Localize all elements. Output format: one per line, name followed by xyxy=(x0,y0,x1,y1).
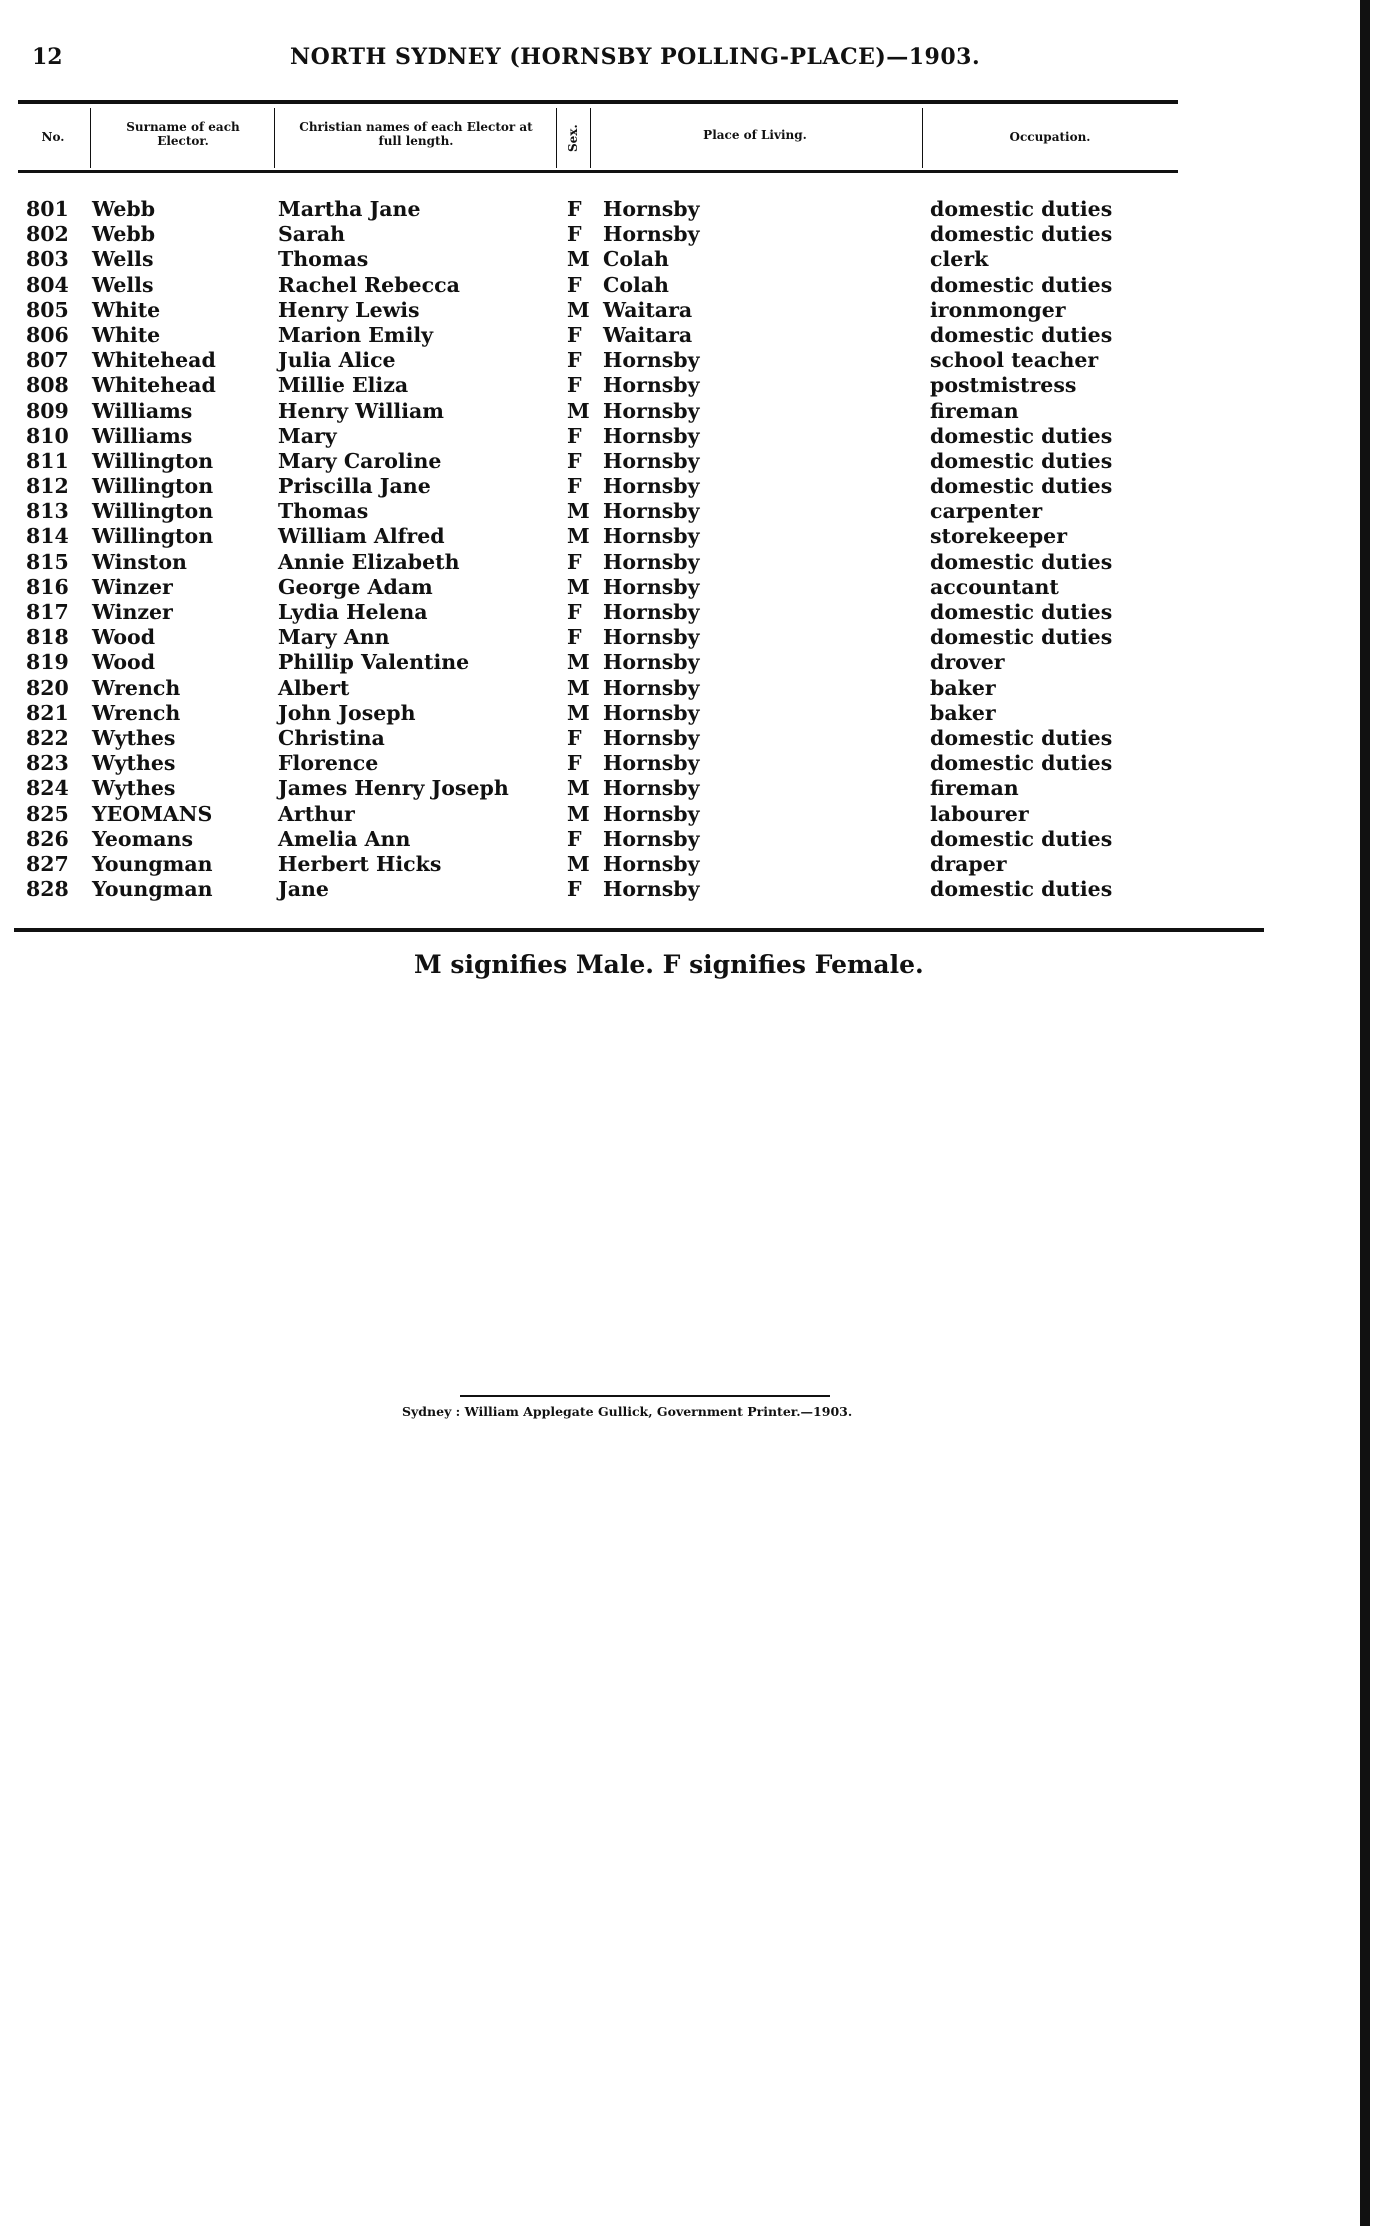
cell-christian: Rachel Rebecca xyxy=(278,272,460,297)
printer-rule xyxy=(460,1395,830,1397)
cell-surname: White xyxy=(92,322,161,347)
cell-sex: F xyxy=(567,222,582,247)
cell-place: Hornsby xyxy=(603,448,700,473)
cell-place: Hornsby xyxy=(603,650,700,675)
cell-christian: Marion Emily xyxy=(278,322,434,347)
cell-place: Colah xyxy=(603,272,669,297)
cell-christian: Herbert Hicks xyxy=(278,851,442,876)
table-row xyxy=(0,524,1300,549)
cell-no: 814 xyxy=(26,524,69,549)
cell-place: Waitara xyxy=(603,297,693,322)
table-top-rule xyxy=(18,100,1178,104)
cell-sex: F xyxy=(567,272,582,297)
cell-occupation: domestic duties xyxy=(930,448,1113,473)
column-divider xyxy=(590,108,591,168)
cell-sex: F xyxy=(567,448,582,473)
cell-surname: Wood xyxy=(92,625,156,650)
cell-occupation: domestic duties xyxy=(930,423,1113,448)
table-row xyxy=(0,625,1300,650)
cell-christian: Florence xyxy=(278,751,379,776)
table-row xyxy=(0,751,1300,776)
cell-place: Hornsby xyxy=(603,549,700,574)
cell-christian: Mary xyxy=(278,423,337,448)
cell-christian: Martha Jane xyxy=(278,197,421,221)
cell-occupation: draper xyxy=(930,851,1007,876)
sex-legend: M signifies Male. F signifies Female. xyxy=(414,950,924,979)
table-row xyxy=(0,650,1300,675)
header-occupation: Occupation. xyxy=(1009,130,1091,144)
cell-christian: Lydia Helena xyxy=(278,600,428,624)
table-row xyxy=(0,726,1300,751)
cell-place: Hornsby xyxy=(603,423,700,448)
cell-sex: F xyxy=(567,474,582,499)
cell-sex: M xyxy=(567,574,590,599)
cell-occupation: domestic duties xyxy=(930,877,1113,902)
table-row xyxy=(0,852,1300,877)
cell-place: Hornsby xyxy=(603,725,700,750)
cell-occupation: carpenter xyxy=(930,499,1043,524)
cell-place: Hornsby xyxy=(603,398,700,423)
cell-sex: M xyxy=(567,851,590,876)
cell-occupation: drover xyxy=(930,650,1005,675)
cell-no: 807 xyxy=(26,348,69,373)
table-row xyxy=(0,323,1300,348)
cell-surname: Wells xyxy=(92,247,154,272)
cell-surname: YEOMANS xyxy=(92,801,213,826)
cell-occupation: domestic duties xyxy=(930,222,1113,247)
table-row xyxy=(0,877,1300,902)
cell-no: 816 xyxy=(26,574,69,599)
cell-occupation: domestic duties xyxy=(930,197,1113,221)
cell-place: Hornsby xyxy=(603,877,700,902)
cell-surname: Willington xyxy=(92,448,214,473)
header-place-of-living: Place of Living. xyxy=(703,128,807,142)
cell-no: 813 xyxy=(26,499,69,524)
cell-surname: Willington xyxy=(92,474,214,499)
cell-sex: M xyxy=(567,650,590,675)
cell-surname: Wythes xyxy=(92,725,176,750)
cell-no: 815 xyxy=(26,549,69,574)
cell-sex: F xyxy=(567,826,582,851)
cell-christian: Amelia Ann xyxy=(278,826,411,851)
cell-christian: Sarah xyxy=(278,222,346,247)
table-row xyxy=(0,827,1300,852)
cell-surname: Youngman xyxy=(92,851,213,876)
cell-occupation: school teacher xyxy=(930,348,1099,373)
cell-place: Hornsby xyxy=(603,776,700,801)
cell-christian: Albert xyxy=(278,675,350,700)
cell-place: Hornsby xyxy=(603,851,700,876)
cell-surname: Whitehead xyxy=(92,373,216,398)
cell-christian: Thomas xyxy=(278,247,369,272)
cell-sex: M xyxy=(567,398,590,423)
cell-no: 810 xyxy=(26,423,69,448)
cell-occupation: fireman xyxy=(930,776,1019,801)
cell-surname: Williams xyxy=(92,423,193,448)
cell-surname: Wrench xyxy=(92,675,181,700)
header-surname: Surname of each Elector. xyxy=(126,120,240,148)
cell-sex: F xyxy=(567,373,582,398)
table-row xyxy=(0,298,1300,323)
table-row xyxy=(0,474,1300,499)
cell-occupation: domestic duties xyxy=(930,625,1113,650)
table-row xyxy=(0,197,1300,222)
cell-no: 823 xyxy=(26,751,69,776)
column-divider xyxy=(922,108,923,168)
table-row xyxy=(0,449,1300,474)
cell-occupation: domestic duties xyxy=(930,826,1113,851)
cell-occupation: domestic duties xyxy=(930,322,1113,347)
cell-place: Hornsby xyxy=(603,751,700,776)
cell-surname: Wrench xyxy=(92,700,181,725)
cell-no: 804 xyxy=(26,272,69,297)
cell-place: Hornsby xyxy=(603,373,700,398)
cell-occupation: accountant xyxy=(930,574,1059,599)
cell-occupation: domestic duties xyxy=(930,549,1113,574)
header-christian-names: Christian names of each Elector at full length. xyxy=(299,120,533,148)
cell-christian: Thomas xyxy=(278,499,369,524)
cell-surname: Webb xyxy=(92,222,156,247)
scan-edge-bar xyxy=(1360,0,1370,2226)
cell-sex: M xyxy=(567,675,590,700)
cell-sex: F xyxy=(567,348,582,373)
column-divider xyxy=(274,108,275,168)
cell-no: 826 xyxy=(26,826,69,851)
cell-no: 805 xyxy=(26,297,69,322)
cell-christian: Mary Caroline xyxy=(278,448,442,473)
table-row xyxy=(0,600,1300,625)
cell-surname: Webb xyxy=(92,197,156,221)
cell-sex: F xyxy=(567,322,582,347)
cell-place: Hornsby xyxy=(603,197,700,221)
cell-no: 817 xyxy=(26,600,69,624)
cell-sex: M xyxy=(567,801,590,826)
cell-no: 811 xyxy=(26,448,69,473)
cell-no: 821 xyxy=(26,700,69,725)
cell-no: 824 xyxy=(26,776,69,801)
cell-occupation: ironmonger xyxy=(930,297,1066,322)
cell-place: Hornsby xyxy=(603,574,700,599)
cell-place: Colah xyxy=(603,247,669,272)
column-divider xyxy=(90,108,91,168)
table-row xyxy=(0,499,1300,524)
cell-sex: F xyxy=(567,600,582,624)
cell-occupation: postmistress xyxy=(930,373,1077,398)
cell-occupation: fireman xyxy=(930,398,1019,423)
table-row xyxy=(0,676,1300,701)
cell-place: Hornsby xyxy=(603,600,700,624)
cell-sex: F xyxy=(567,625,582,650)
cell-occupation: baker xyxy=(930,700,996,725)
cell-christian: Priscilla Jane xyxy=(278,474,431,499)
cell-christian: Millie Eliza xyxy=(278,373,409,398)
cell-no: 818 xyxy=(26,625,69,650)
cell-surname: Wood xyxy=(92,650,156,675)
cell-place: Hornsby xyxy=(603,675,700,700)
header-no: No. xyxy=(41,130,65,144)
printer-imprint: Sydney : William Applegate Gullick, Government Printer.—1903. xyxy=(402,1404,853,1419)
elector-list xyxy=(0,197,1300,902)
page-number: 12 xyxy=(32,44,63,70)
table-row xyxy=(0,575,1300,600)
cell-christian: Annie Elizabeth xyxy=(278,549,460,574)
cell-surname: Williams xyxy=(92,398,193,423)
table-row xyxy=(0,222,1300,247)
cell-sex: F xyxy=(567,549,582,574)
cell-sex: M xyxy=(567,776,590,801)
cell-sex: F xyxy=(567,751,582,776)
cell-surname: Winston xyxy=(92,549,187,574)
table-row xyxy=(0,373,1300,398)
cell-occupation: labourer xyxy=(930,801,1029,826)
cell-place: Waitara xyxy=(603,322,693,347)
cell-place: Hornsby xyxy=(603,700,700,725)
table-row xyxy=(0,247,1300,272)
cell-christian: Christina xyxy=(278,725,385,750)
cell-christian: Phillip Valentine xyxy=(278,650,470,675)
cell-occupation: storekeeper xyxy=(930,524,1067,549)
cell-place: Hornsby xyxy=(603,625,700,650)
cell-sex: F xyxy=(567,423,582,448)
cell-occupation: domestic duties xyxy=(930,272,1113,297)
cell-occupation: domestic duties xyxy=(930,725,1113,750)
cell-no: 809 xyxy=(26,398,69,423)
cell-christian: William Alfred xyxy=(278,524,445,549)
cell-surname: Wythes xyxy=(92,776,176,801)
cell-place: Hornsby xyxy=(603,348,700,373)
cell-surname: Willington xyxy=(92,524,214,549)
cell-place: Hornsby xyxy=(603,499,700,524)
table-bottom-rule xyxy=(14,928,1264,932)
header-sex: Sex. xyxy=(566,124,580,152)
cell-surname: Wells xyxy=(92,272,154,297)
cell-no: 825 xyxy=(26,801,69,826)
cell-surname: Youngman xyxy=(92,877,213,902)
cell-no: 820 xyxy=(26,675,69,700)
cell-place: Hornsby xyxy=(603,524,700,549)
cell-christian: Henry Lewis xyxy=(278,297,420,322)
cell-christian: John Joseph xyxy=(278,700,416,725)
table-row xyxy=(0,550,1300,575)
cell-sex: M xyxy=(567,247,590,272)
cell-no: 822 xyxy=(26,725,69,750)
cell-sex: M xyxy=(567,524,590,549)
cell-surname: Yeomans xyxy=(92,826,193,851)
cell-no: 828 xyxy=(26,877,69,902)
cell-place: Hornsby xyxy=(603,474,700,499)
cell-christian: Arthur xyxy=(278,801,355,826)
table-row xyxy=(0,701,1300,726)
cell-christian: James Henry Joseph xyxy=(278,776,509,801)
cell-sex: M xyxy=(567,297,590,322)
cell-christian: Jane xyxy=(278,877,329,902)
cell-no: 806 xyxy=(26,322,69,347)
column-divider xyxy=(556,108,557,168)
cell-sex: M xyxy=(567,700,590,725)
cell-surname: Whitehead xyxy=(92,348,216,373)
cell-sex: F xyxy=(567,877,582,902)
table-row xyxy=(0,273,1300,298)
cell-occupation: baker xyxy=(930,675,996,700)
cell-no: 803 xyxy=(26,247,69,272)
cell-christian: George Adam xyxy=(278,574,433,599)
table-header-rule xyxy=(18,170,1178,173)
cell-christian: Henry William xyxy=(278,398,444,423)
cell-christian: Julia Alice xyxy=(278,348,396,373)
table-row xyxy=(0,424,1300,449)
cell-occupation: clerk xyxy=(930,247,989,272)
cell-christian: Mary Ann xyxy=(278,625,390,650)
cell-no: 819 xyxy=(26,650,69,675)
table-row xyxy=(0,399,1300,424)
table-row xyxy=(0,802,1300,827)
cell-no: 808 xyxy=(26,373,69,398)
cell-no: 802 xyxy=(26,222,69,247)
cell-no: 801 xyxy=(26,197,69,221)
cell-place: Hornsby xyxy=(603,801,700,826)
cell-sex: M xyxy=(567,499,590,524)
cell-place: Hornsby xyxy=(603,222,700,247)
cell-place: Hornsby xyxy=(603,826,700,851)
cell-occupation: domestic duties xyxy=(930,474,1113,499)
cell-occupation: domestic duties xyxy=(930,600,1113,624)
cell-surname: Winzer xyxy=(92,600,173,624)
cell-no: 827 xyxy=(26,851,69,876)
cell-surname: White xyxy=(92,297,161,322)
cell-surname: Wythes xyxy=(92,751,176,776)
cell-sex: F xyxy=(567,197,582,221)
cell-surname: Winzer xyxy=(92,574,173,599)
cell-surname: Willington xyxy=(92,499,214,524)
table-row xyxy=(0,776,1300,801)
cell-no: 812 xyxy=(26,474,69,499)
page-title: NORTH SYDNEY (HORNSBY POLLING-PLACE)—1903. xyxy=(290,44,981,70)
cell-occupation: domestic duties xyxy=(930,751,1113,776)
cell-sex: F xyxy=(567,725,582,750)
table-row xyxy=(0,348,1300,373)
